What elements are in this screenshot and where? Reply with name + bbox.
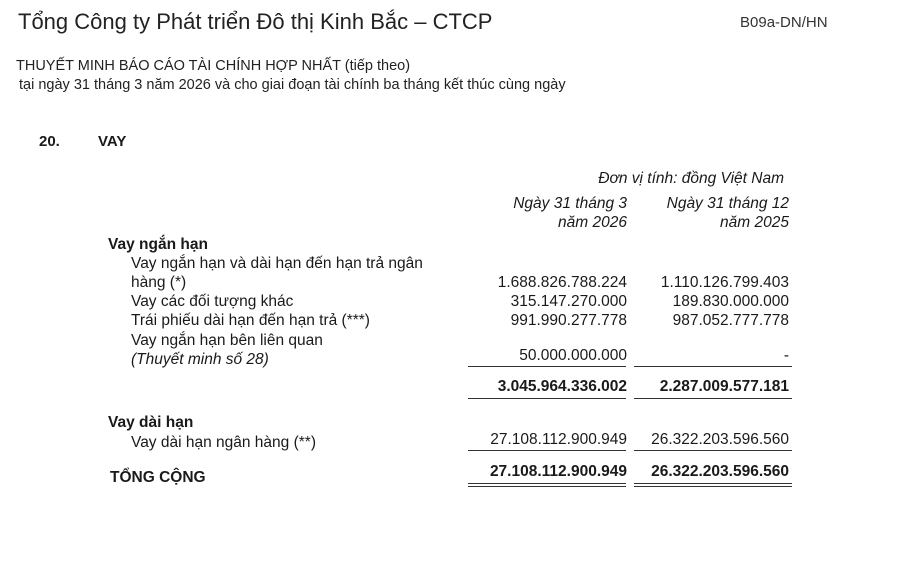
- form-code: B09a-DN/HN: [740, 14, 828, 31]
- total-cell: 27.108.112.900.949: [489, 463, 627, 480]
- value-cell: 987.052.777.778: [672, 312, 789, 329]
- column-header-line: năm 2026: [558, 214, 627, 231]
- long-term-heading: Vay dài hạn: [108, 414, 194, 431]
- currency-unit-note: Đơn vị tính: đồng Việt Nam: [598, 170, 784, 187]
- underline-rule: [634, 450, 792, 451]
- row-label: Trái phiếu dài hạn đến hạn trả (***): [131, 312, 370, 329]
- value-cell: 50.000.000.000: [519, 347, 627, 364]
- value-cell: 1.688.826.788.224: [497, 274, 627, 291]
- short-term-heading: Vay ngắn hạn: [108, 236, 208, 253]
- row-label: Vay ngắn hạn và dài hạn đến hạn trả ngân: [131, 255, 423, 272]
- subtotal-cell: 3.045.964.336.002: [497, 378, 627, 395]
- row-label-note: (Thuyết minh số 28): [131, 351, 269, 368]
- double-underline-top: [634, 483, 792, 484]
- section-number: 20.: [39, 133, 60, 150]
- total-label: TỔNG CỘNG: [110, 469, 206, 486]
- value-cell: 26.322.203.596.560: [651, 431, 789, 448]
- underline-rule: [634, 366, 792, 367]
- column-header-march-2026: [472, 194, 627, 232]
- double-underline-top: [468, 483, 626, 484]
- report-title: THUYẾT MINH BÁO CÁO TÀI CHÍNH HỢP NHẤT (tiếp theo): [16, 58, 411, 74]
- double-underline-bottom: [468, 486, 626, 487]
- row-label: Vay các đối tượng khác: [131, 293, 294, 310]
- total-cell: 26.322.203.596.560: [651, 463, 789, 480]
- row-label: Vay dài hạn ngân hàng (**): [131, 434, 316, 451]
- underline-rule: [634, 398, 792, 399]
- underline-rule: [468, 366, 626, 367]
- value-cell: 27.108.112.900.949: [490, 431, 627, 448]
- double-underline-bottom: [634, 486, 792, 487]
- underline-rule: [468, 398, 626, 399]
- value-cell: 315.147.270.000: [510, 293, 627, 310]
- report-period: tại ngày 31 tháng 3 năm 2026 và cho giai đoạn tài chính ba tháng kết thúc cùng ngày: [19, 77, 566, 93]
- row-label: hàng (*): [131, 274, 187, 291]
- row-label: Vay ngắn hạn bên liên quan: [131, 332, 323, 349]
- column-header-line: năm 2025: [720, 214, 789, 231]
- value-cell: 1.110.126.799.403: [660, 274, 789, 291]
- column-header-december-2025: [634, 194, 789, 232]
- section-title: VAY: [98, 133, 127, 150]
- underline-rule: [468, 450, 626, 451]
- column-header-line: Ngày 31 tháng 12: [666, 195, 789, 212]
- value-cell: -: [783, 347, 789, 364]
- company-name: Tổng Công ty Phát triển Đô thị Kinh Bắc – CTCP: [18, 9, 493, 34]
- value-cell: 991.990.277.778: [510, 312, 627, 329]
- subtotal-cell: 2.287.009.577.181: [659, 378, 789, 395]
- column-header-line: Ngày 31 tháng 3: [513, 195, 627, 212]
- value-cell: 189.830.000.000: [672, 293, 789, 310]
